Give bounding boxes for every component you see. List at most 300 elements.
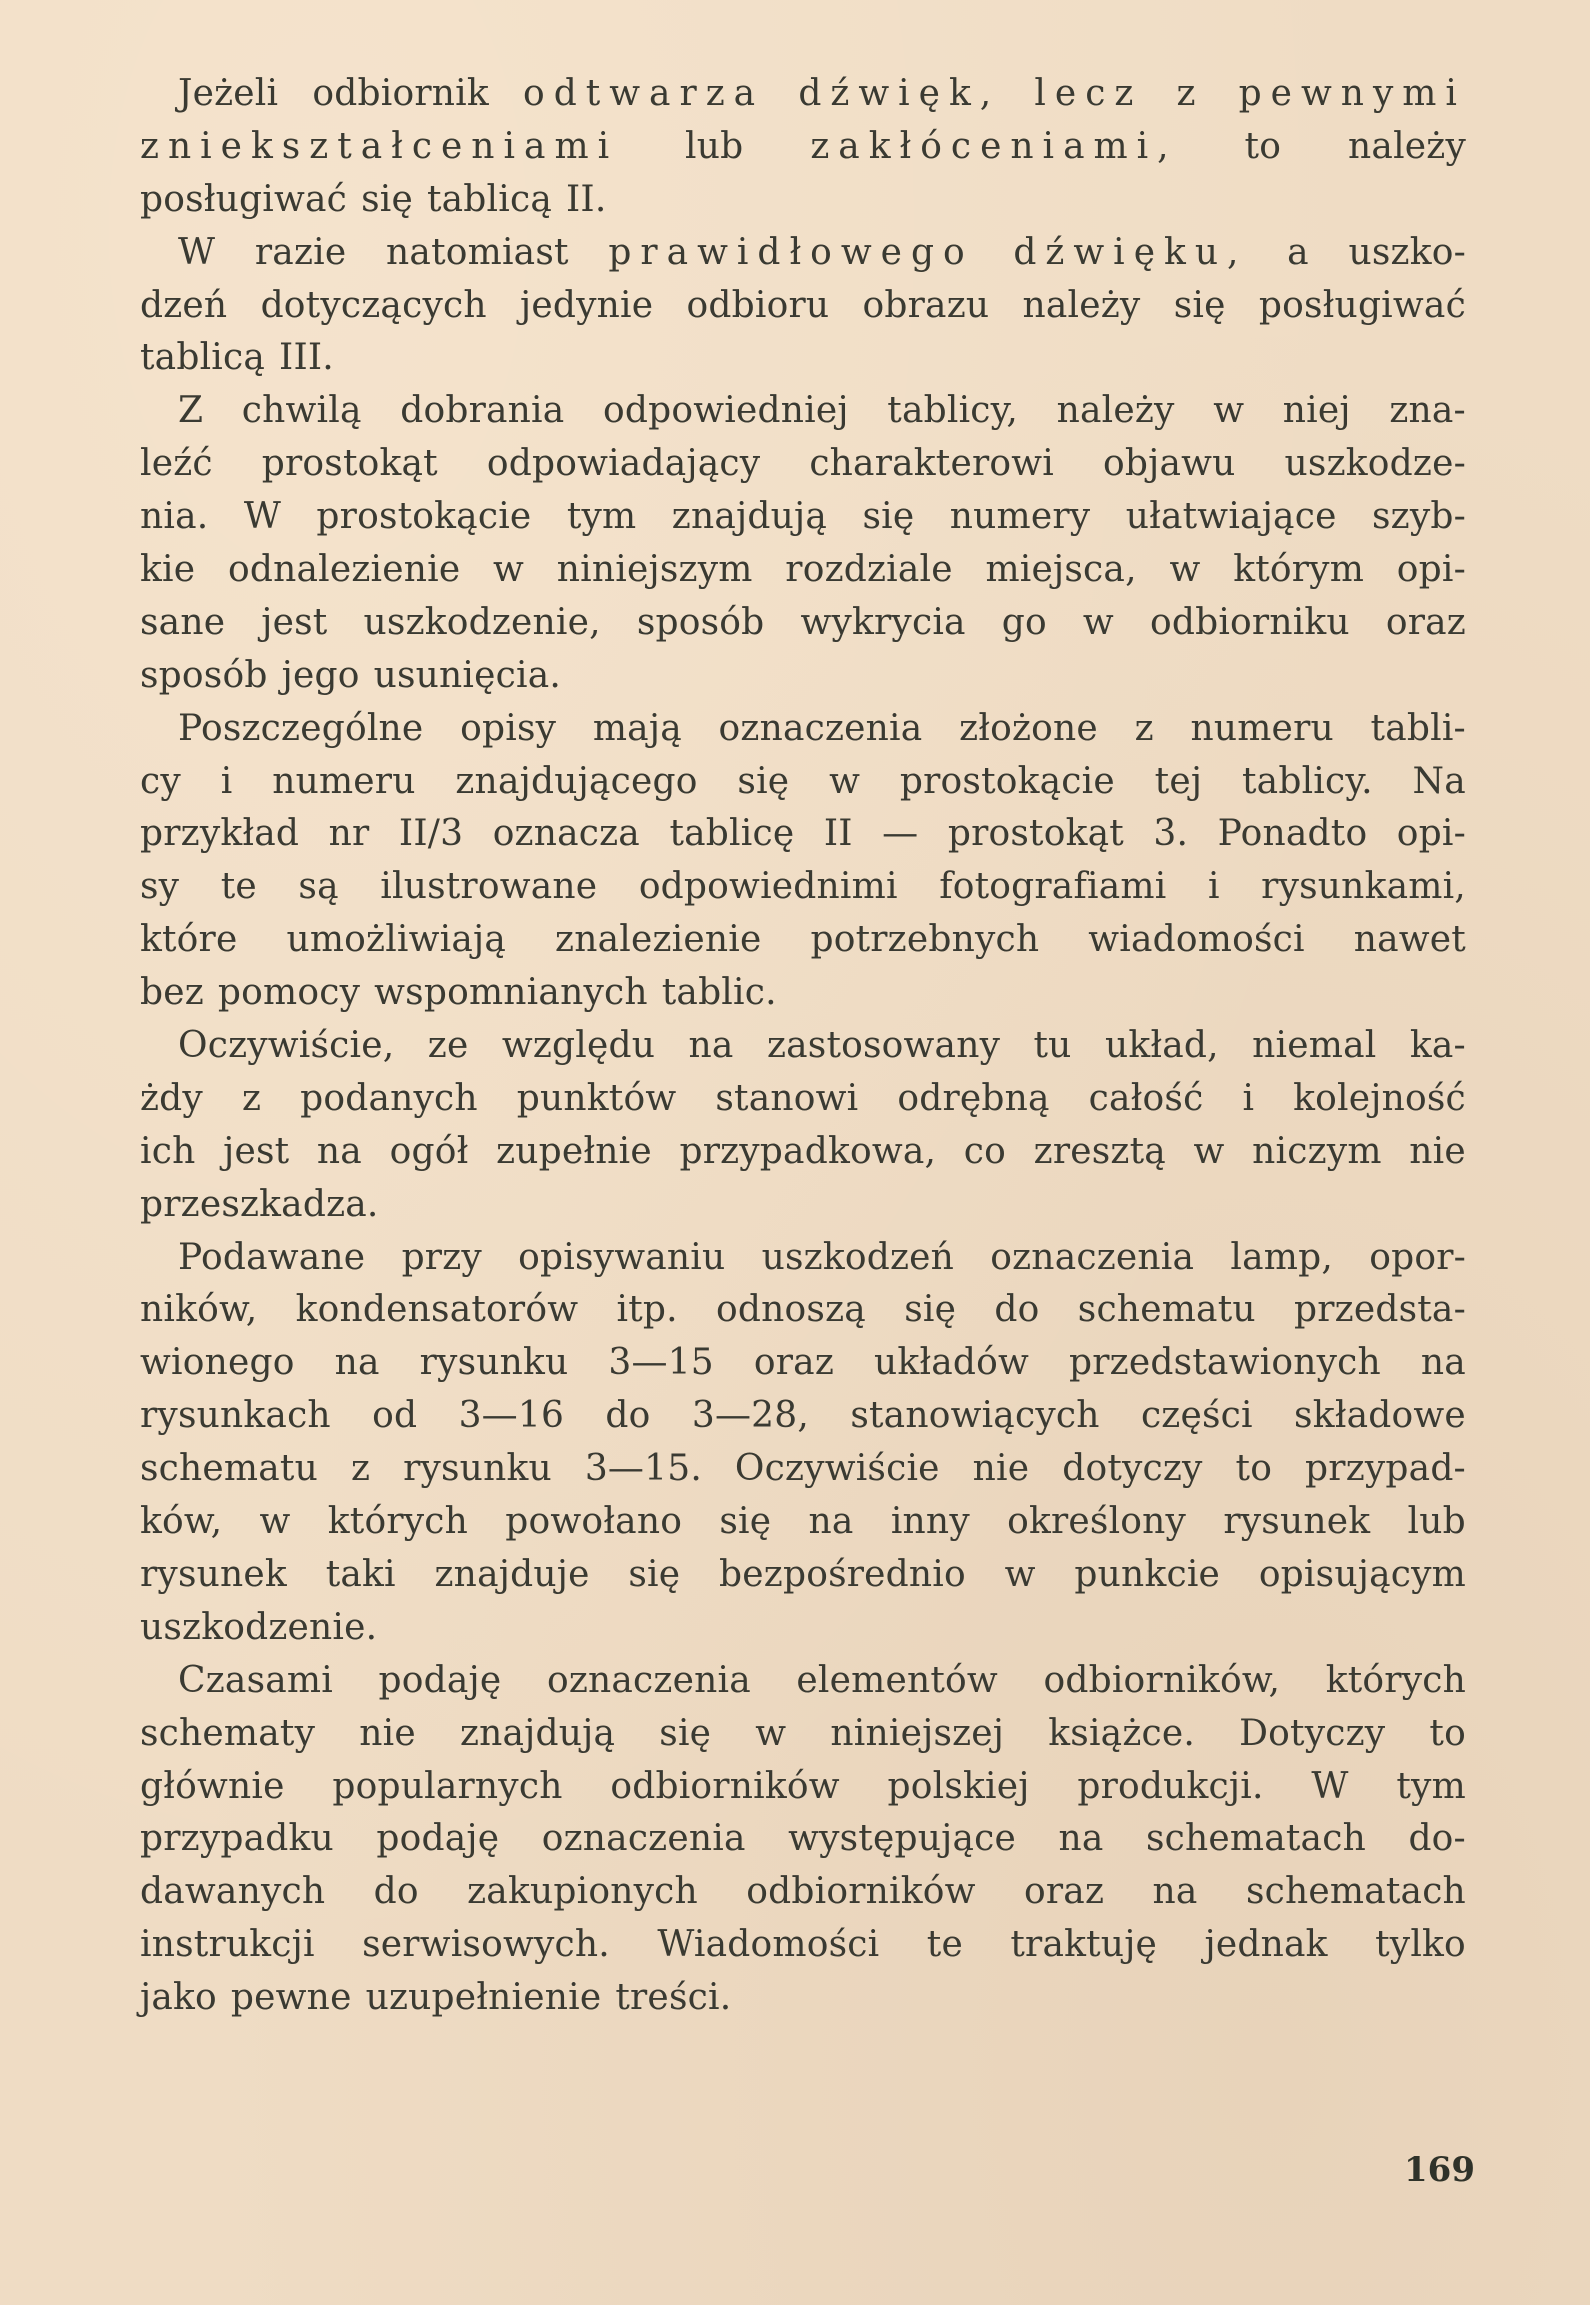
text-line <box>140 1337 1466 1390</box>
word: prostokącie <box>316 496 532 538</box>
word: się <box>628 1553 681 1595</box>
word: i <box>1242 1077 1255 1119</box>
word: niniejszym <box>556 549 753 591</box>
word: odbiorniku <box>1149 601 1350 643</box>
word: uszko- <box>1348 231 1466 273</box>
paragraph <box>140 227 1466 386</box>
word: ogół <box>389 1130 469 1172</box>
word: w <box>1169 549 1201 591</box>
word: 3—28, <box>691 1395 809 1437</box>
word: opisującym <box>1258 1553 1466 1595</box>
emphasized-word: zakłóceniami, <box>810 125 1178 167</box>
word: rysunek <box>1223 1501 1371 1543</box>
emphasized-word: lecz <box>1034 73 1143 114</box>
word: jest <box>223 1130 290 1172</box>
word: książce. <box>1048 1712 1195 1754</box>
word: przedstawionych <box>1069 1342 1381 1384</box>
word: ich <box>140 1130 196 1172</box>
word: Oczywiście <box>734 1448 940 1490</box>
text-line <box>140 967 1466 1020</box>
word: znajdują <box>459 1712 616 1754</box>
word: opi- <box>1396 813 1466 855</box>
text-line <box>140 1284 1466 1337</box>
page-number: 169 <box>1404 2150 1475 2190</box>
word: należy <box>1022 284 1141 326</box>
word: lub <box>685 125 744 167</box>
word: nr <box>328 813 370 855</box>
word: go <box>1001 601 1047 643</box>
word: itp. <box>616 1289 678 1331</box>
word: w <box>1193 1130 1225 1172</box>
word: znajdują <box>671 496 828 538</box>
word: należy <box>1348 125 1466 167</box>
word: nie <box>359 1712 416 1754</box>
text-line <box>140 1761 1466 1814</box>
word: jedynie <box>519 284 654 326</box>
word: II/3 <box>398 813 464 855</box>
word: niej <box>1282 390 1351 432</box>
word: W <box>243 496 282 538</box>
text-line <box>140 174 1466 227</box>
word: oraz <box>1024 1871 1105 1913</box>
word: ułatwiające <box>1125 496 1337 538</box>
word: instrukcji <box>140 1924 315 1966</box>
word: schematach <box>1145 1818 1366 1860</box>
text-line <box>140 808 1466 861</box>
word: cy <box>140 760 181 802</box>
word: dotyczy <box>1062 1448 1203 1490</box>
word: nia. <box>140 496 209 538</box>
text-line <box>140 227 1466 280</box>
word: dawanych <box>140 1871 326 1913</box>
word: Czasami <box>178 1659 333 1701</box>
word: w <box>755 1712 787 1754</box>
word: lamp, <box>1230 1236 1333 1278</box>
word: kolejność <box>1293 1077 1466 1119</box>
word: odrębną <box>897 1077 1050 1119</box>
word: nie <box>1409 1130 1466 1172</box>
word: tablic. <box>661 972 777 1014</box>
text-line <box>140 1390 1466 1443</box>
word: zupełnie <box>496 1130 652 1172</box>
word: schematu <box>1077 1289 1256 1331</box>
word: odbioru <box>686 284 830 326</box>
word: i <box>1207 866 1220 908</box>
word: określony <box>1007 1501 1187 1543</box>
text-line <box>140 1655 1466 1708</box>
word: zastosowany <box>766 1025 1001 1067</box>
word: jego <box>281 654 360 696</box>
word: prostokąt <box>947 813 1124 855</box>
word: tej <box>1154 760 1203 802</box>
word: polskiej <box>887 1765 1030 1807</box>
word: na <box>808 1501 854 1543</box>
word: usunięcia. <box>373 654 562 696</box>
word: które <box>140 919 238 961</box>
word: którym <box>1233 549 1365 591</box>
word: numeru <box>1190 707 1334 749</box>
word: na <box>1152 1871 1198 1913</box>
paragraph <box>140 1232 1466 1655</box>
word: traktuję <box>1010 1924 1158 1966</box>
text-line <box>140 1602 1466 1655</box>
emphasized-word: pewnymi <box>1238 73 1466 114</box>
word: kondensatorów <box>295 1289 579 1331</box>
word: na <box>1058 1818 1104 1860</box>
word: schematu <box>140 1448 318 1490</box>
text-line <box>140 1919 1466 1972</box>
text-line <box>140 1179 1466 1232</box>
word: uszkodzenie. <box>140 1606 378 1648</box>
text-line <box>140 914 1466 967</box>
word: punktów <box>516 1077 677 1119</box>
word: pewne <box>230 1977 352 2019</box>
word: przedsta- <box>1294 1289 1466 1331</box>
word: odpowiadający <box>486 443 761 485</box>
word: ze <box>427 1025 469 1067</box>
word: natomiast <box>386 231 569 273</box>
word: z <box>350 1448 371 1490</box>
word: pomocy <box>217 972 361 1014</box>
word: tym <box>566 496 637 538</box>
word: kie <box>140 549 196 591</box>
word: zna- <box>1389 390 1466 432</box>
word: opi- <box>1396 549 1466 591</box>
word: te <box>926 1924 963 1966</box>
word: w <box>1004 1553 1036 1595</box>
word: numery <box>949 496 1091 538</box>
word: oznaczenia <box>541 1818 746 1860</box>
word: ilustrowane <box>380 866 598 908</box>
paragraph <box>140 385 1466 702</box>
word: dzeń <box>140 284 228 326</box>
word: się <box>719 1501 772 1543</box>
word: chwilą <box>241 390 362 432</box>
paragraph <box>140 68 1466 227</box>
word: leźć <box>140 443 213 485</box>
word: znajduje <box>434 1553 590 1595</box>
word: Poszczególne <box>178 707 424 749</box>
word: w <box>259 1501 291 1543</box>
word: tablicę <box>669 813 795 855</box>
emphasized-word: zniekształceniami <box>140 125 619 167</box>
word: odbiorników <box>610 1765 840 1807</box>
word: charakterowi <box>809 443 1054 485</box>
word: nie <box>972 1448 1030 1490</box>
word: niemal <box>1252 1025 1377 1067</box>
word: względu <box>501 1025 656 1067</box>
word: w <box>493 549 525 591</box>
text-line <box>140 703 1466 756</box>
word: umożliwiają <box>286 919 507 961</box>
word: oznacza <box>492 813 640 855</box>
word: dobrania <box>400 390 565 432</box>
word: rysunku <box>419 1342 569 1384</box>
word: oznaczenia <box>718 707 923 749</box>
word: produkcji. <box>1077 1765 1264 1807</box>
word: odnalezienie <box>227 549 461 591</box>
word: do <box>373 1871 419 1913</box>
word: do <box>605 1395 651 1437</box>
word: 3—15. <box>584 1448 702 1490</box>
word: odpowiednimi <box>638 866 898 908</box>
word: sy <box>140 866 180 908</box>
word: numeru <box>272 760 416 802</box>
word: składowe <box>1294 1395 1466 1437</box>
text-line <box>140 1708 1466 1761</box>
word: oraz <box>1385 601 1466 643</box>
text-line <box>140 1020 1466 1073</box>
word: uzupełnienie <box>365 1977 602 2019</box>
word: tylko <box>1375 1924 1466 1966</box>
word: ników, <box>140 1289 258 1331</box>
word: jest <box>261 601 328 643</box>
word: odpowiedniej <box>603 390 849 432</box>
text-line <box>140 1126 1466 1179</box>
word: części <box>1140 1395 1253 1437</box>
word: taki <box>325 1553 396 1595</box>
word: bezpośrednio <box>719 1553 966 1595</box>
word: rysunku <box>403 1448 552 1490</box>
word: na <box>1420 1342 1466 1384</box>
word: od <box>372 1395 418 1437</box>
word: złożone <box>959 707 1098 749</box>
emphasized-word: dźwięku, <box>1013 231 1248 273</box>
word: to <box>1429 1712 1466 1754</box>
word: Z <box>178 390 204 432</box>
word: opor- <box>1369 1236 1466 1278</box>
word: razie <box>254 231 347 273</box>
paragraph <box>140 1020 1466 1232</box>
word: potrzebnych <box>810 919 1040 961</box>
text-line <box>140 438 1466 491</box>
word: układ, <box>1104 1025 1219 1067</box>
emphasized-word: odtwarza <box>523 73 765 114</box>
word: przeszkadza. <box>140 1183 379 1225</box>
word: odnoszą <box>716 1289 866 1331</box>
text-line <box>140 597 1466 650</box>
text-line <box>140 544 1466 597</box>
word: nawet <box>1353 919 1466 961</box>
word: ków, <box>140 1501 223 1543</box>
word: przypadku <box>140 1818 334 1860</box>
text-line <box>140 1813 1466 1866</box>
word: dotyczących <box>260 284 487 326</box>
word: prostokąt <box>261 443 438 485</box>
word: opisy <box>460 707 557 749</box>
word: oraz <box>753 1342 834 1384</box>
word: wionego <box>140 1342 295 1384</box>
word: Na <box>1412 760 1466 802</box>
word: się <box>904 1289 957 1331</box>
word: 3—15 <box>608 1342 714 1384</box>
word: Podawane <box>178 1236 366 1278</box>
word: elementów <box>796 1659 998 1701</box>
word: II <box>823 813 853 855</box>
word: stanowiących <box>850 1395 1100 1437</box>
word: W <box>178 231 216 273</box>
text-line <box>140 68 1466 121</box>
text-line <box>140 491 1466 544</box>
paragraph <box>140 703 1466 1020</box>
word: II. <box>566 178 607 220</box>
word: żdy <box>140 1077 203 1119</box>
word: podanych <box>300 1077 478 1119</box>
text-line <box>140 280 1466 333</box>
word: III. <box>279 337 334 379</box>
word: niniejszej <box>830 1712 1005 1754</box>
word: posługiwać <box>1258 284 1466 326</box>
word: Jeżeli <box>178 73 279 114</box>
word: rysunkami, <box>1261 866 1466 908</box>
word: 3. <box>1153 813 1189 855</box>
text-line <box>140 1073 1466 1126</box>
word: znalezienie <box>555 919 762 961</box>
text-line <box>140 1972 1466 2025</box>
word: rysunek <box>140 1553 287 1595</box>
word: Ponadto <box>1217 813 1368 855</box>
word: jednak <box>1204 1924 1328 1966</box>
word: na <box>688 1025 734 1067</box>
emphasized-word: dźwięk, <box>798 73 1001 114</box>
word: układów <box>873 1342 1030 1384</box>
word: punkcie <box>1074 1553 1221 1595</box>
word: fotografiami <box>939 866 1167 908</box>
word: to <box>1244 125 1282 167</box>
word: rysunkach <box>140 1395 331 1437</box>
word: przypadkowa, <box>679 1130 937 1172</box>
word: schematach <box>1245 1871 1466 1913</box>
text-line <box>140 1549 1466 1602</box>
word: prostokącie <box>899 760 1115 802</box>
word: do <box>994 1289 1040 1331</box>
word: na <box>334 1342 380 1384</box>
word: do- <box>1408 1818 1466 1860</box>
word: — <box>882 813 919 855</box>
word: inny <box>890 1501 970 1543</box>
word: przypad- <box>1305 1448 1466 1490</box>
word: w <box>829 760 861 802</box>
word: których <box>1325 1659 1466 1701</box>
word: występujące <box>788 1818 1016 1860</box>
word: szyb- <box>1372 496 1466 538</box>
word: opisywaniu <box>518 1236 726 1278</box>
word: schematy <box>140 1712 316 1754</box>
word: mają <box>592 707 682 749</box>
word: Dotyczy <box>1239 1712 1386 1754</box>
word: jako <box>140 1977 217 2019</box>
word: tablicą <box>140 337 266 379</box>
word: 3—16 <box>458 1395 565 1437</box>
word: przy <box>401 1236 482 1278</box>
word: wspomnianych <box>374 972 648 1014</box>
word: tablicy, <box>887 390 1019 432</box>
word: te <box>220 866 257 908</box>
page-body <box>140 68 1466 2025</box>
word: podaję <box>376 1818 500 1860</box>
word: się <box>659 1712 712 1754</box>
text-line <box>140 332 1466 385</box>
word: wykrycia <box>800 601 966 643</box>
word: niczym <box>1252 1130 1382 1172</box>
word: w <box>1213 390 1245 432</box>
word: uszkodzeń <box>761 1236 955 1278</box>
word: lub <box>1407 1501 1466 1543</box>
word: powołano <box>505 1501 683 1543</box>
text-line <box>140 385 1466 438</box>
word: na <box>316 1130 362 1172</box>
word: są <box>298 866 339 908</box>
word: Oczywiście, <box>178 1025 395 1067</box>
text-line <box>140 121 1466 174</box>
word: się <box>1173 284 1226 326</box>
word: należy <box>1056 390 1175 432</box>
word: Wiadomości <box>657 1924 880 1966</box>
text-line <box>140 1866 1466 1919</box>
word: się <box>862 496 915 538</box>
word: W <box>1311 1765 1349 1807</box>
word: podaję <box>378 1659 502 1701</box>
word: tabli- <box>1370 707 1466 749</box>
word: ka- <box>1409 1025 1466 1067</box>
word: zakupionych <box>467 1871 698 1913</box>
text-line <box>140 1232 1466 1285</box>
word: obrazu <box>862 284 990 326</box>
word: sposób <box>140 654 268 696</box>
word: głównie <box>140 1765 285 1807</box>
text-line <box>140 1443 1466 1496</box>
emphasized-word: prawidłowego <box>608 231 974 273</box>
word: stanowi <box>715 1077 859 1119</box>
word: znajdującego <box>455 760 698 802</box>
word: odbiorników, <box>1043 1659 1281 1701</box>
word: w <box>1082 601 1114 643</box>
word: zresztą <box>1033 1130 1166 1172</box>
text-line <box>140 756 1466 809</box>
word: co <box>963 1130 1007 1172</box>
word: tu <box>1033 1025 1072 1067</box>
word: popularnych <box>332 1765 563 1807</box>
word: z <box>1134 707 1154 749</box>
word: i <box>220 760 233 802</box>
word: sane <box>140 601 226 643</box>
word: oznaczenia <box>546 1659 751 1701</box>
text-line <box>140 861 1466 914</box>
word: których <box>327 1501 469 1543</box>
word: objawu <box>1103 443 1236 485</box>
word: odbiornik <box>312 73 489 114</box>
word: oznaczenia <box>990 1236 1195 1278</box>
word: tablicy. <box>1242 760 1373 802</box>
word: serwisowych. <box>362 1924 610 1966</box>
word: odbiorników <box>746 1871 976 1913</box>
word: posługiwać <box>140 178 348 220</box>
word: bez <box>140 972 204 1014</box>
word: rozdziale <box>785 549 953 591</box>
word: sposób <box>636 601 765 643</box>
word: tym <box>1396 1765 1466 1807</box>
paragraph <box>140 1655 1466 2025</box>
text-line <box>140 650 1466 703</box>
word: się <box>361 178 413 220</box>
word: uszkodze- <box>1284 443 1466 485</box>
text-line <box>140 1496 1466 1549</box>
word: treści. <box>615 1977 732 2019</box>
word: wiadomości <box>1088 919 1305 961</box>
word: się <box>737 760 790 802</box>
word: tablicą <box>426 178 552 220</box>
emphasized-word: z <box>1176 73 1205 114</box>
